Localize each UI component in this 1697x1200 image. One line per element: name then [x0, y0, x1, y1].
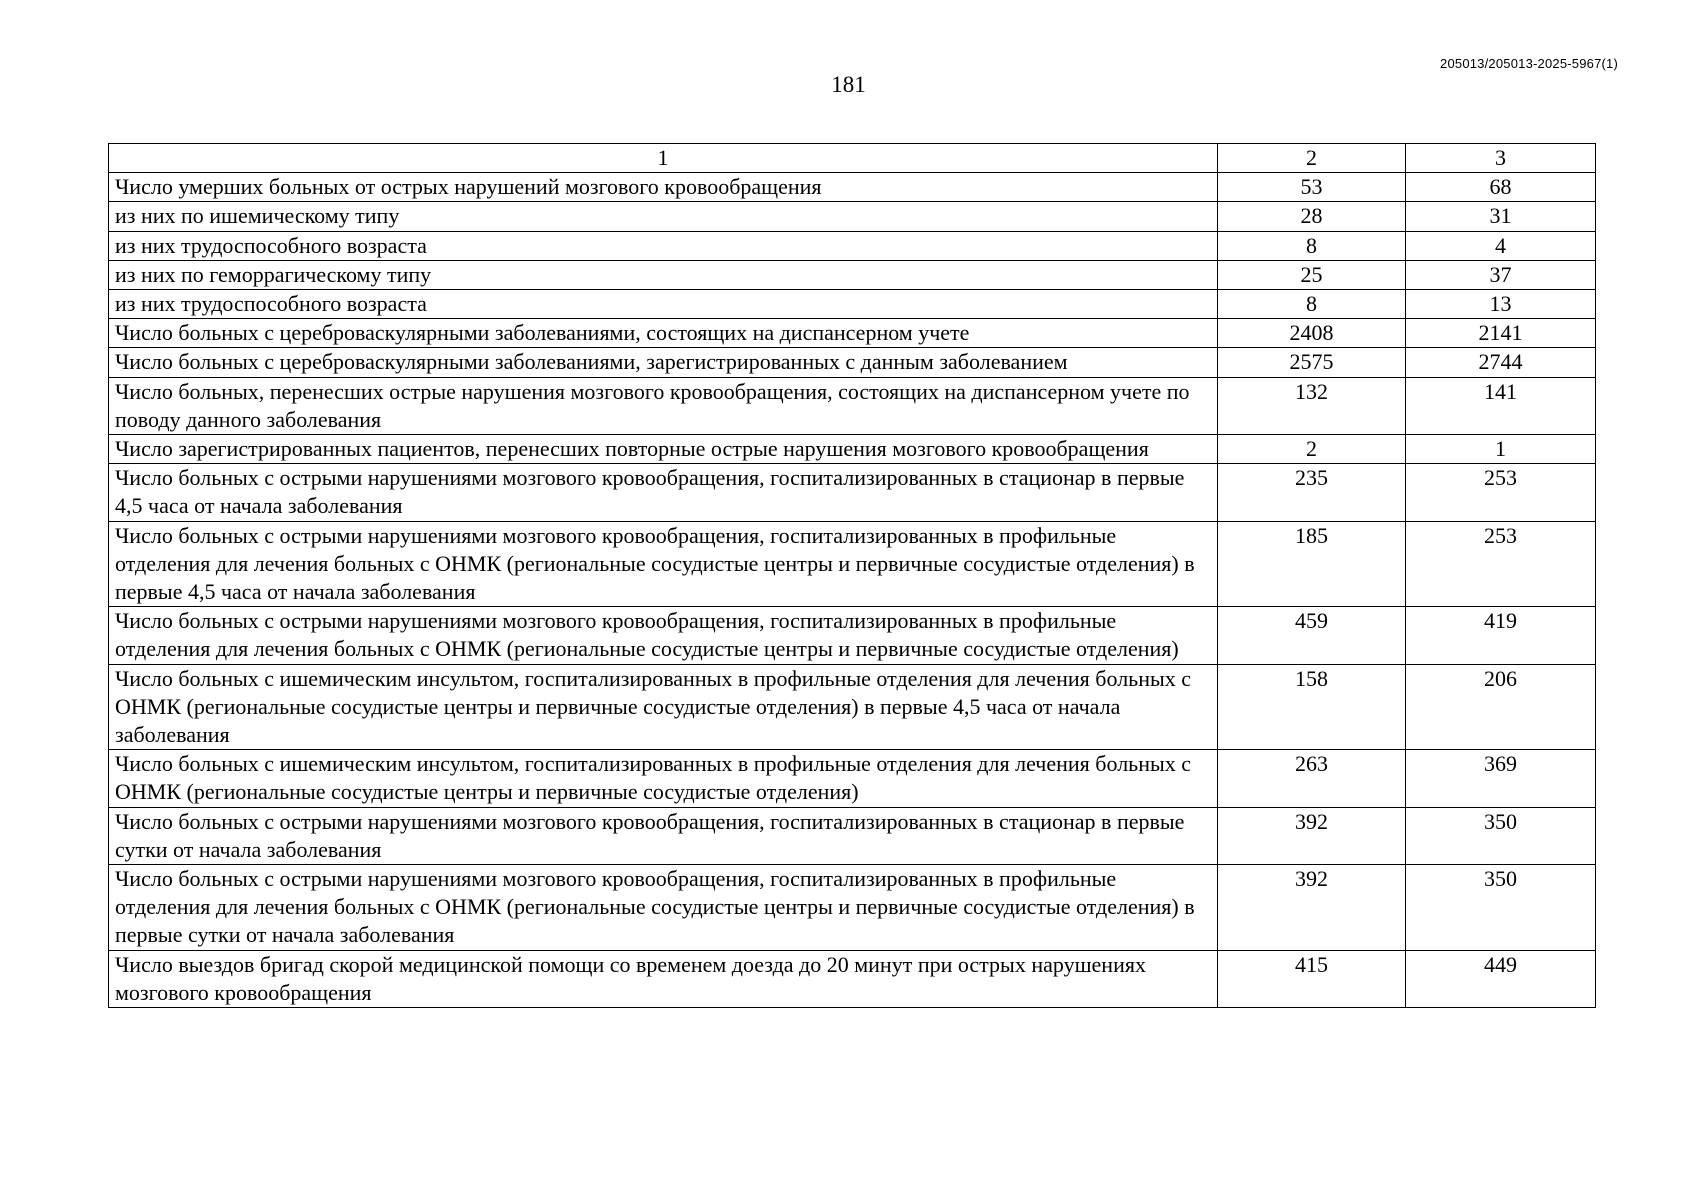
row-label: из них трудоспособного возраста: [109, 290, 1218, 319]
table-row: [109, 750, 1596, 807]
row-value-col3: 449: [1406, 950, 1596, 1007]
row-value-col3: 253: [1406, 464, 1596, 521]
row-value-col2: 53: [1218, 173, 1406, 202]
statistics-table: [108, 143, 1596, 1008]
row-label: Число больных с ишемическим инсультом, госпитализированных в профильные отделения для лечения больных с ОНМК (региональные сосудистые центры и первичные сосудистые отделения) в первые 4,5 часа от начала заболевания: [109, 664, 1218, 750]
row-value-col3: 419: [1406, 607, 1596, 664]
table-row: [109, 807, 1596, 864]
table-row: [109, 202, 1596, 231]
statistics-table-container: [108, 143, 1595, 1008]
row-value-col2: 8: [1218, 231, 1406, 260]
row-label: Число выездов бригад скорой медицинской помощи со временем доезда до 20 минут при острых нарушениях мозгового кровообращения: [109, 950, 1218, 1007]
row-label: Число больных с ишемическим инсультом, госпитализированных в профильные отделения для лечения больных с ОНМК (региональные сосудистые центры и первичные сосудистые отделения): [109, 750, 1218, 807]
row-value-col2: 185: [1218, 521, 1406, 607]
table-header-row: [109, 144, 1596, 173]
row-value-col2: 392: [1218, 865, 1406, 951]
table-row: [109, 664, 1596, 750]
table-row: [109, 319, 1596, 348]
row-value-col3: 68: [1406, 173, 1596, 202]
row-label: Число зарегистрированных пациентов, перенесших повторные острые нарушения мозгового кровообращения: [109, 435, 1218, 464]
row-value-col3: 1: [1406, 435, 1596, 464]
row-value-col3: 253: [1406, 521, 1596, 607]
table-row: [109, 260, 1596, 289]
document-id: 205013/205013-2025-5967(1): [1440, 56, 1618, 71]
row-value-col3: 350: [1406, 865, 1596, 951]
row-value-col2: 459: [1218, 607, 1406, 664]
row-value-col2: 8: [1218, 290, 1406, 319]
row-label: Число больных с острыми нарушениями мозгового кровообращения, госпитализированных в стационар в первые сутки от начала заболевания: [109, 807, 1218, 864]
row-value-col2: 25: [1218, 260, 1406, 289]
row-value-col3: 2141: [1406, 319, 1596, 348]
row-value-col2: 415: [1218, 950, 1406, 1007]
row-value-col3: 4: [1406, 231, 1596, 260]
table-row: [109, 607, 1596, 664]
table-row: [109, 231, 1596, 260]
table-row: [109, 865, 1596, 951]
row-value-col2: 2: [1218, 435, 1406, 464]
row-value-col3: 350: [1406, 807, 1596, 864]
row-value-col3: 37: [1406, 260, 1596, 289]
row-label: Число больных с цереброваскулярными заболеваниями, состоящих на диспансерном учете: [109, 319, 1218, 348]
column-header-1: 1: [109, 144, 1218, 173]
table-row: [109, 348, 1596, 377]
row-label: Число больных с острыми нарушениями мозгового кровообращения, госпитализированных в стационар в первые 4,5 часа от начала заболевания: [109, 464, 1218, 521]
row-value-col3: 369: [1406, 750, 1596, 807]
row-label: из них по геморрагическому типу: [109, 260, 1218, 289]
row-label: Число больных с цереброваскулярными заболеваниями, зарегистрированных с данным заболеванием: [109, 348, 1218, 377]
column-header-3: 3: [1406, 144, 1596, 173]
page-number: 181: [831, 72, 866, 97]
table-row: [109, 173, 1596, 202]
row-value-col3: 31: [1406, 202, 1596, 231]
row-label: Число больных, перенесших острые нарушения мозгового кровообращения, состоящих на диспансерном учете по поводу данного заболевания: [109, 377, 1218, 434]
row-label: Число больных с острыми нарушениями мозгового кровообращения, госпитализированных в профильные отделения для лечения больных с ОНМК (региональные сосудистые центры и первичные сосудистые отделения) в первые сутки от начала заболевания: [109, 865, 1218, 951]
row-value-col2: 2575: [1218, 348, 1406, 377]
row-value-col3: 206: [1406, 664, 1596, 750]
table-row: [109, 435, 1596, 464]
row-value-col2: 158: [1218, 664, 1406, 750]
row-value-col2: 235: [1218, 464, 1406, 521]
table-row: [109, 950, 1596, 1007]
column-header-2: 2: [1218, 144, 1406, 173]
row-value-col2: 392: [1218, 807, 1406, 864]
row-value-col2: 28: [1218, 202, 1406, 231]
row-value-col2: 132: [1218, 377, 1406, 434]
row-label: из них трудоспособного возраста: [109, 231, 1218, 260]
row-label: из них по ишемическому типу: [109, 202, 1218, 231]
row-value-col3: 141: [1406, 377, 1596, 434]
row-label: Число умерших больных от острых нарушений мозгового кровообращения: [109, 173, 1218, 202]
row-value-col2: 2408: [1218, 319, 1406, 348]
row-label: Число больных с острыми нарушениями мозгового кровообращения, госпитализированных в профильные отделения для лечения больных с ОНМК (региональные сосудистые центры и первичные сосудистые отделения): [109, 607, 1218, 664]
table-row: [109, 464, 1596, 521]
table-row: [109, 521, 1596, 607]
row-label: Число больных с острыми нарушениями мозгового кровообращения, госпитализированных в профильные отделения для лечения больных с ОНМК (региональные сосудистые центры и первичные сосудистые отделения) в первые 4,5 часа от начала заболевания: [109, 521, 1218, 607]
table-row: [109, 377, 1596, 434]
table-row: [109, 290, 1596, 319]
row-value-col2: 263: [1218, 750, 1406, 807]
row-value-col3: 13: [1406, 290, 1596, 319]
row-value-col3: 2744: [1406, 348, 1596, 377]
